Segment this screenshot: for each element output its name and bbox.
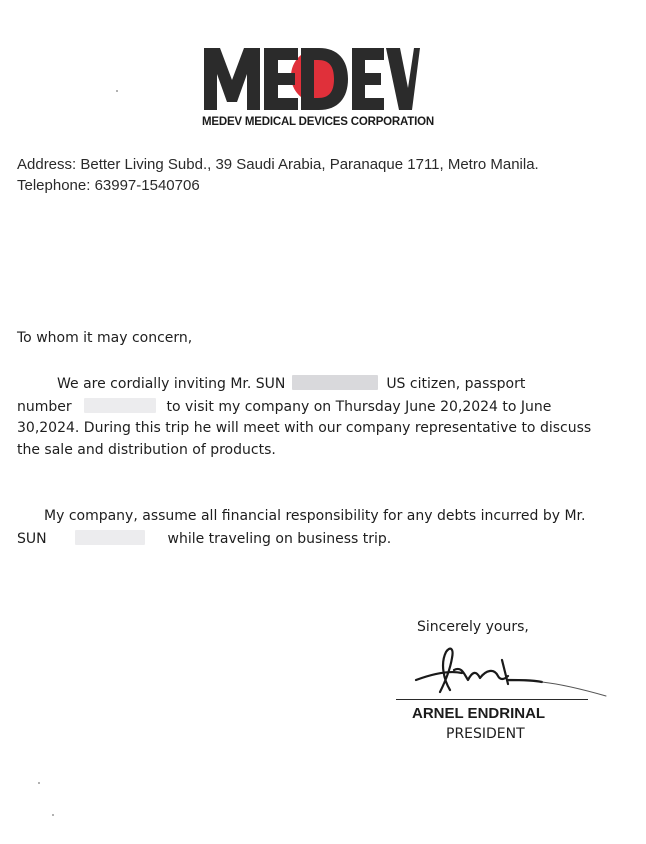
- redacted-name-2: [75, 530, 145, 545]
- logo-letter-e2: [352, 48, 384, 110]
- company-address: Address: Better Living Subd., 39 Saudi Arabia, Paranaque 1711, Metro Manila.: [17, 156, 539, 173]
- logo-letter-v: [386, 48, 420, 110]
- para2-line2: [17, 530, 391, 547]
- medev-logo-graphic: [200, 40, 420, 115]
- logo-letter-m: [204, 48, 260, 110]
- redacted-passport-number: [84, 398, 156, 413]
- para1-line3: 30,2024. During this trip he will meet with our company representative to discuss: [17, 420, 592, 436]
- salutation: To whom it may concern,: [17, 330, 193, 346]
- para2-line2-start: SUN: [17, 531, 47, 547]
- para1-line1: [57, 375, 525, 392]
- closing: Sincerely yours,: [417, 619, 529, 635]
- signer-title: PRESIDENT: [446, 726, 525, 742]
- redacted-name: [292, 375, 378, 390]
- company-telephone: Telephone: 63997-1540706: [17, 177, 200, 194]
- para1-line4: the sale and distribution of products.: [17, 442, 276, 458]
- para1-line2-start: number: [17, 399, 72, 415]
- scan-speck: [52, 814, 54, 816]
- para2-line1: My company, assume all financial responsibility for any debts incurred by Mr.: [44, 508, 586, 524]
- para1-line1-start: We are cordially inviting Mr. SUN: [57, 376, 286, 392]
- company-name: MEDEV MEDICAL DEVICES CORPORATION: [202, 116, 434, 128]
- handwritten-signature: [410, 640, 610, 700]
- para1-line2-end: to visit my company on Thursday June 20,2024 to June: [166, 399, 552, 415]
- logo-letter-e1: [264, 48, 298, 110]
- para1-line2: [17, 398, 551, 415]
- para1-line1-end: US citizen, passport: [386, 376, 526, 392]
- signer-name: ARNEL ENDRINAL: [412, 705, 546, 722]
- signature-line: [396, 699, 588, 700]
- scan-speck: [38, 782, 40, 784]
- scan-speck: [116, 90, 118, 92]
- para2-line2-end: while traveling on business trip.: [167, 531, 392, 547]
